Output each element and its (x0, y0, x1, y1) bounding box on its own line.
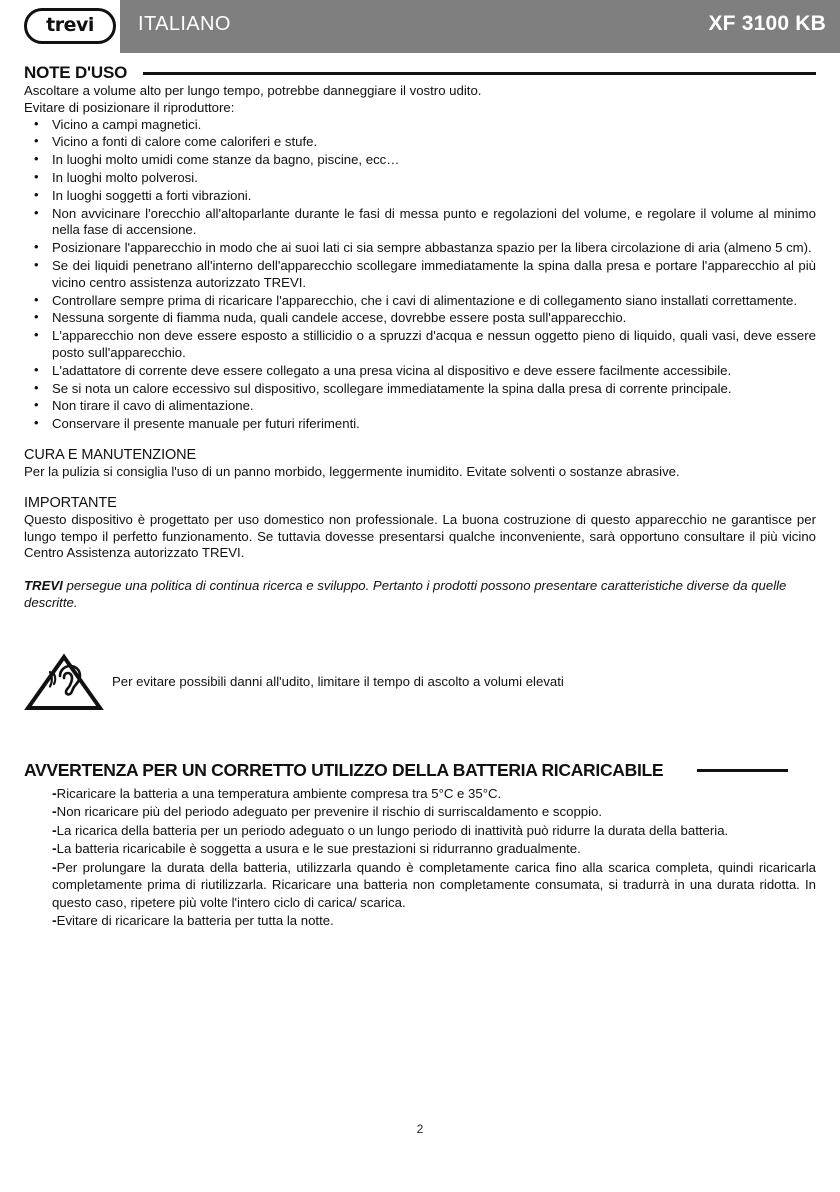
note-duso-bullet-item: • L'apparecchio non deve essere esposto a stillicidio o a spruzzi d'acqua e nessun oggetto pieno di liquido, quali vasi, deve essere posto sull'apparecchio. (24, 328, 816, 362)
battery-warning-section (24, 760, 816, 930)
battery-rule (697, 769, 788, 772)
header-language-label: ITALIANO (138, 13, 231, 35)
page-number: 2 (416, 1122, 424, 1136)
battery-header-row (24, 760, 816, 781)
ear-warning-row (24, 652, 816, 712)
trevi-brand-word: TREVI (24, 578, 63, 594)
page-header (0, 0, 840, 53)
battery-item: - Evitare di ricaricare la batteria per tutta la notte. (24, 912, 816, 930)
note-duso-bullet-item: • Posizionare l'apparecchio in modo che ai suoi lati ci sia sempre abbastanza spazio per la libera circolazione di aria (almeno 5 cm). (24, 240, 816, 257)
note-duso-bullet-item: • Non avvicinare l'orecchio all'altoparlante durante le fasi di messa punto e regolazioni del volume, e regolare il volume al minimo nella fase di accensione. (24, 206, 816, 240)
ear-warning-triangle-icon (24, 652, 104, 712)
note-duso-bullet-item: • Se dei liquidi penetrano all'interno dell'apparecchio scollegare immediatamente la spina dalla presa e portare l'apparecchio al più vicino centro assistenza autorizzato TREVI. (24, 258, 816, 292)
cura-title: CURA E MANUTENZIONE (24, 446, 197, 463)
battery-title: AVVERTENZA PER UN CORRETTO UTILIZZO DELLA BATTERIA RICARICABILE (24, 759, 664, 780)
note-duso-bullet-item: • Non tirare il cavo di alimentazione. (24, 398, 816, 415)
note-duso-bullet-list (24, 117, 816, 433)
trevi-logo (24, 8, 116, 44)
battery-item: - Non ricaricare più del periodo adeguato per prevenire il rischio di surriscaldamento e scoppio. (24, 803, 816, 821)
note-duso-header-row (24, 63, 816, 83)
note-duso-bullet-item: • Controllare sempre prima di ricaricare l'apparecchio, che i cavi di alimentazione e di collegamento siano installati correttamente. (24, 293, 816, 310)
trevi-research-note (24, 578, 816, 612)
battery-item: - Per prolungare la durata della batteria, utilizzarla quando è completamente carica fino alla scarica completa, quindi ricaricarla completamente prima di riutilizzarla. Ricaricare una batteria non completamente consumata, si tradurrà in una durata ridotta. In questo caso, ripetere più volte l'intero ciclo di carica/ scarica. (24, 859, 816, 912)
note-duso-bullet-item: • Nessuna sorgente di fiamma nuda, quali candele accese, dovrebbe essere posta sull'apparecchio. (24, 310, 816, 327)
note-duso-bullet-item: • Vicino a campi magnetici. (24, 117, 816, 134)
importante-text: Questo dispositivo è progettato per uso domestico non professionale. La buona costruzione di questo apparecchio ne garantisce per lungo tempo il perfetto funzionamento. Se tuttavia dovesse presentarsi qualche inconveniente, sarà opportuno consultare il più vicino Centro Assistenza autorizzato TREVI. (24, 511, 816, 561)
logo-text: trevi (46, 13, 94, 36)
note-duso-title: NOTE D'USO (24, 63, 128, 82)
header-model-label: XF 3100 KB (708, 12, 826, 35)
importante-title: IMPORTANTE (24, 494, 117, 511)
trevi-note-text: persegue una politica di continua ricerca e sviluppo. Pertanto i prodotti possono presentare caratteristiche diverse da quelle descritte. (24, 578, 787, 610)
battery-item: - La ricarica della batteria per un periodo adeguato o un lungo periodo di inattività può ridurre la durata della batteria. (24, 822, 816, 840)
note-duso-bullet-item: • Se si nota un calore eccessivo sul dispositivo, scollegare immediatamente la spina dalla presa di corrente principale. (24, 381, 816, 398)
note-duso-bullet-item: • L'adattatore di corrente deve essere collegato a una presa vicina al dispositivo e deve essere facilmente accessibile. (24, 363, 816, 380)
note-duso-bullet-item: • In luoghi molto umidi come stanze da bagno, piscine, ecc… (24, 152, 816, 169)
logo-pill-outline (24, 8, 116, 44)
cura-text: Per la pulizia si consiglia l'uso di un panno morbido, leggermente inumidito. Evitate solventi o sostanze abrasive. (24, 463, 680, 479)
note-duso-bullet-item: • Vicino a fonti di calore come caloriferi e stufe. (24, 134, 816, 151)
note-duso-rule (143, 72, 816, 75)
note-duso-bullet-item: • In luoghi molto polverosi. (24, 170, 816, 187)
note-duso-bullet-item: • Conservare il presente manuale per futuri riferimenti. (24, 416, 816, 433)
battery-item-list (24, 785, 816, 930)
battery-item: - Ricaricare la batteria a una temperatura ambiente compresa tra 5°C e 35°C. (24, 785, 816, 803)
battery-item: - La batteria ricaricabile è soggetta a usura e le sue prestazioni si ridurranno gradualmente. (24, 840, 816, 858)
page-content (0, 53, 840, 931)
note-duso-bullet-item: • In luoghi soggetti a forti vibrazioni. (24, 188, 816, 205)
note-duso-intro-1: Ascoltare a volume alto per lungo tempo, potrebbe danneggiare il vostro udito. (24, 83, 482, 98)
note-duso-intro-2: Evitare di posizionare il riproduttore: (24, 99, 235, 115)
ear-warning-caption: Per evitare possibili danni all'udito, limitare il tempo di ascolto a volumi elevati (112, 673, 564, 689)
